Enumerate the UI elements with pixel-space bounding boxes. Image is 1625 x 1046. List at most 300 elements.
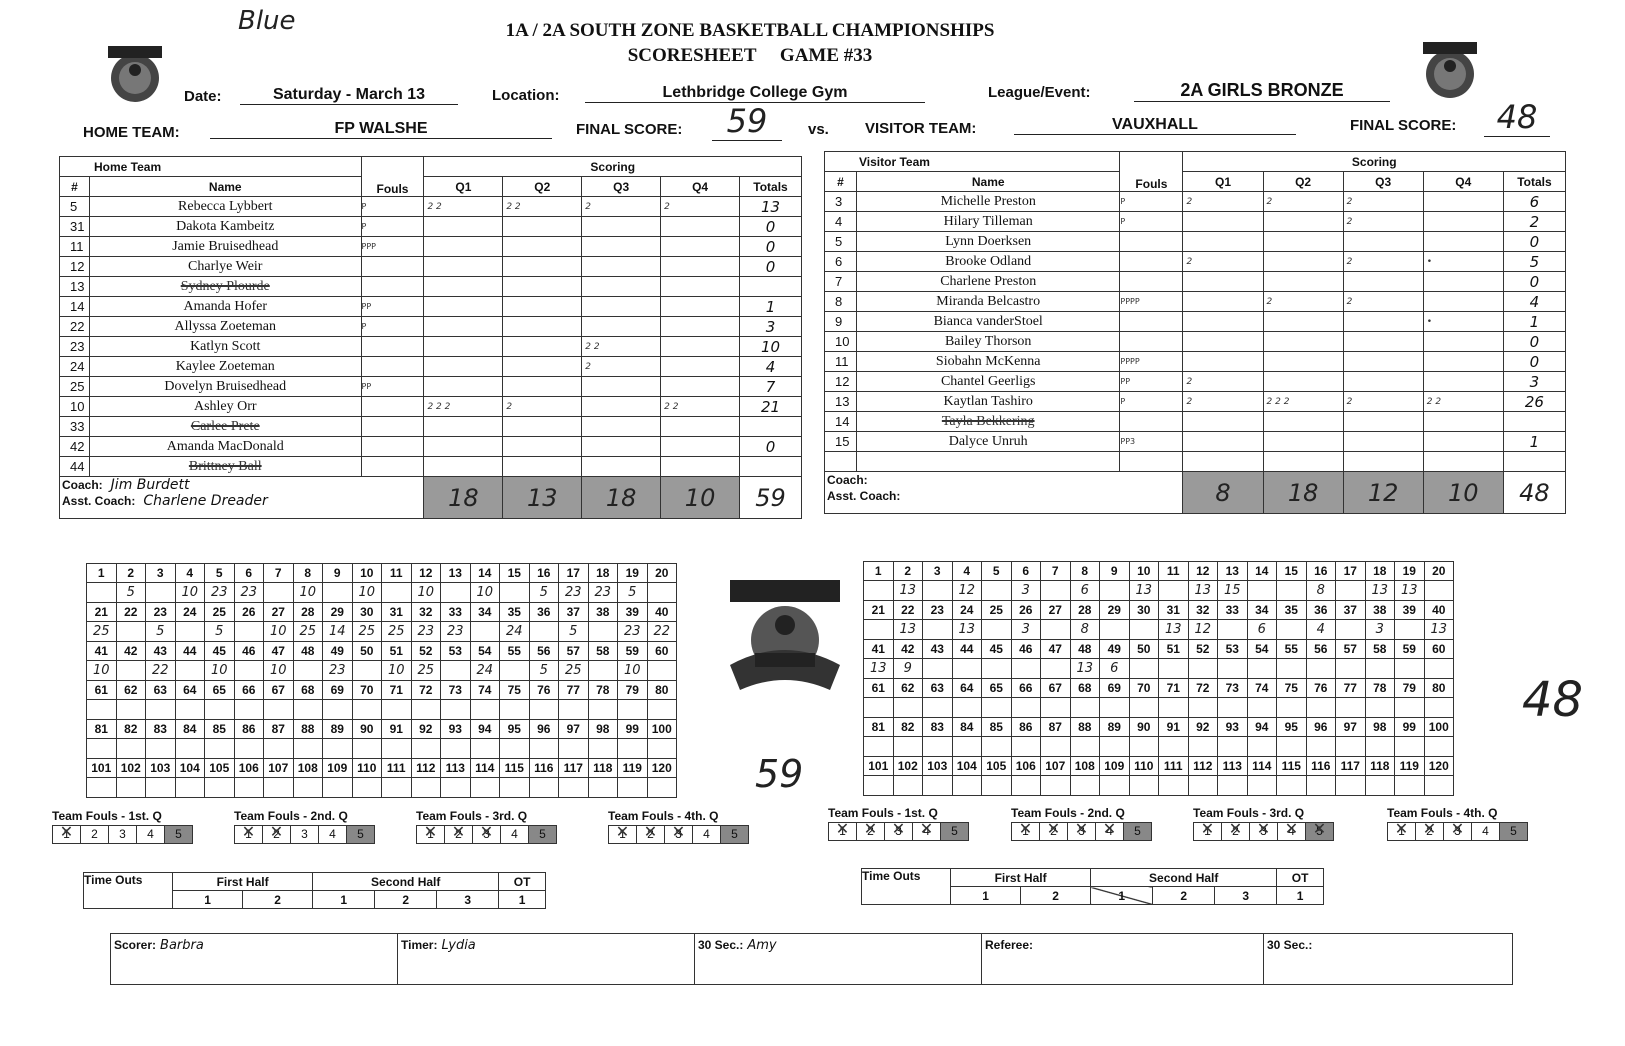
running-scorer-cell[interactable]: 10: [87, 661, 117, 681]
running-scorer-cell[interactable]: [293, 739, 323, 759]
player-q3-points[interactable]: [582, 377, 661, 397]
team-foul-box[interactable]: 4: [500, 825, 529, 844]
running-scorer-cell[interactable]: [116, 778, 146, 798]
player-q1-points[interactable]: [1183, 332, 1263, 352]
player-q2-points[interactable]: [503, 357, 582, 377]
player-q2-points[interactable]: [1263, 252, 1343, 272]
running-scorer-cell[interactable]: [1424, 776, 1454, 796]
running-scorer-cell[interactable]: [146, 739, 176, 759]
team-foul-box[interactable]: 5: [720, 825, 749, 844]
running-scorer-cell[interactable]: 23: [441, 622, 471, 642]
running-scorer-cell[interactable]: [352, 739, 382, 759]
running-scorer-cell[interactable]: [982, 620, 1012, 640]
player-fouls[interactable]: [361, 417, 424, 437]
home-to-3[interactable]: 1: [313, 891, 375, 909]
running-scorer-cell[interactable]: [1070, 776, 1100, 796]
running-scorer-cell[interactable]: [952, 737, 982, 757]
player-q4-points[interactable]: •: [1423, 312, 1503, 332]
running-scorer-cell[interactable]: [1395, 659, 1425, 679]
running-scorer-cell[interactable]: [234, 700, 264, 720]
timer-cell[interactable]: [398, 934, 695, 985]
player-fouls[interactable]: P: [1120, 212, 1183, 232]
player-q3-points[interactable]: [582, 277, 661, 297]
running-scorer-cell[interactable]: [264, 739, 294, 759]
player-q3-points[interactable]: [1343, 432, 1423, 452]
running-scorer-cell[interactable]: [1100, 737, 1130, 757]
running-scorer-cell[interactable]: [529, 778, 559, 798]
running-scorer-cell[interactable]: 6: [1100, 659, 1130, 679]
running-scorer-cell[interactable]: [618, 778, 648, 798]
player-q1-points[interactable]: [424, 317, 503, 337]
running-scorer-cell[interactable]: [559, 739, 589, 759]
running-scorer-cell[interactable]: [1336, 620, 1366, 640]
player-q2-points[interactable]: [1263, 232, 1343, 252]
running-scorer-cell[interactable]: 3: [1011, 581, 1041, 601]
team-foul-box[interactable]: 3 ✕: [1443, 822, 1472, 841]
player-q3-points[interactable]: [582, 457, 661, 477]
running-scorer-cell[interactable]: [588, 661, 618, 681]
running-scorer-cell[interactable]: 15: [1218, 581, 1248, 601]
team-foul-box[interactable]: 2 ✕: [262, 825, 291, 844]
running-scorer-cell[interactable]: 9: [893, 659, 923, 679]
running-scorer-cell[interactable]: [1100, 776, 1130, 796]
running-scorer-cell[interactable]: 10: [293, 583, 323, 603]
player-q3-points[interactable]: 2 2: [582, 337, 661, 357]
running-scorer-cell[interactable]: [1011, 659, 1041, 679]
team-foul-box[interactable]: 3 ✕: [884, 822, 913, 841]
player-q2-points[interactable]: 2 2: [503, 197, 582, 217]
running-scorer-cell[interactable]: [864, 776, 894, 796]
running-scorer-cell[interactable]: [1336, 581, 1366, 601]
running-scorer-cell[interactable]: 25: [352, 622, 382, 642]
running-scorer-cell[interactable]: [441, 583, 471, 603]
team-foul-box[interactable]: 2 ✕: [1221, 822, 1250, 841]
running-scorer-cell[interactable]: 23: [323, 661, 353, 681]
running-scorer-cell[interactable]: [1306, 737, 1336, 757]
player-q3-points[interactable]: 2: [582, 197, 661, 217]
running-scorer-cell[interactable]: [618, 700, 648, 720]
player-fouls[interactable]: [1120, 232, 1183, 252]
running-scorer-cell[interactable]: [1277, 737, 1307, 757]
running-scorer-cell[interactable]: [952, 698, 982, 718]
running-scorer-cell[interactable]: [1159, 581, 1189, 601]
player-fouls[interactable]: [1120, 332, 1183, 352]
player-q2-points[interactable]: [503, 417, 582, 437]
player-q2-points[interactable]: [1263, 352, 1343, 372]
player-fouls[interactable]: P: [1120, 192, 1183, 212]
player-q1-points[interactable]: 2 2: [424, 197, 503, 217]
running-scorer-cell[interactable]: 5: [529, 583, 559, 603]
running-scorer-cell[interactable]: [923, 659, 953, 679]
running-scorer-cell[interactable]: 13: [864, 659, 894, 679]
player-fouls[interactable]: [1120, 412, 1183, 432]
running-scorer-cell[interactable]: [1247, 737, 1277, 757]
team-foul-box[interactable]: 1 ✕: [1193, 822, 1222, 841]
running-scorer-cell[interactable]: [1306, 659, 1336, 679]
running-scorer-cell[interactable]: [1218, 659, 1248, 679]
running-scorer-cell[interactable]: [588, 622, 618, 642]
player-q3-points[interactable]: [582, 397, 661, 417]
running-scorer-cell[interactable]: [234, 622, 264, 642]
player-q1-points[interactable]: [1183, 352, 1263, 372]
running-scorer-cell[interactable]: [1218, 776, 1248, 796]
player-q4-points[interactable]: [1423, 272, 1503, 292]
player-q2-points[interactable]: 2: [1263, 292, 1343, 312]
running-scorer-cell[interactable]: [116, 700, 146, 720]
running-scorer-cell[interactable]: 23: [559, 583, 589, 603]
running-scorer-cell[interactable]: [1011, 776, 1041, 796]
player-fouls[interactable]: [361, 437, 424, 457]
running-scorer-cell[interactable]: 13: [1365, 581, 1395, 601]
team-foul-box[interactable]: 1 ✕: [608, 825, 637, 844]
running-scorer-cell[interactable]: 5: [559, 622, 589, 642]
player-q3-points[interactable]: [1343, 232, 1423, 252]
running-scorer-cell[interactable]: 8: [1070, 620, 1100, 640]
player-fouls[interactable]: [361, 357, 424, 377]
player-q3-points[interactable]: [1343, 412, 1423, 432]
running-scorer-cell[interactable]: [1336, 659, 1366, 679]
running-scorer-cell[interactable]: [205, 739, 235, 759]
player-q4-points[interactable]: [661, 457, 740, 477]
team-foul-box[interactable]: 5: [940, 822, 969, 841]
running-scorer-cell[interactable]: 23: [588, 583, 618, 603]
player-q4-points[interactable]: [661, 357, 740, 377]
player-q2-points[interactable]: [503, 337, 582, 357]
player-q4-points[interactable]: [661, 297, 740, 317]
player-fouls[interactable]: P: [361, 317, 424, 337]
player-q1-points[interactable]: 2: [1183, 372, 1263, 392]
running-scorer-cell[interactable]: 5: [205, 622, 235, 642]
running-scorer-cell[interactable]: [647, 778, 677, 798]
player-q2-points[interactable]: [1263, 212, 1343, 232]
player-fouls[interactable]: [361, 397, 424, 417]
running-scorer-cell[interactable]: [205, 700, 235, 720]
running-scorer-cell[interactable]: [1277, 659, 1307, 679]
running-scorer-cell[interactable]: [1395, 698, 1425, 718]
player-fouls[interactable]: PP: [1120, 372, 1183, 392]
player-fouls[interactable]: [1120, 452, 1183, 472]
player-q1-points[interactable]: [424, 297, 503, 317]
running-scorer-cell[interactable]: [1100, 620, 1130, 640]
running-scorer-cell[interactable]: [1218, 698, 1248, 718]
running-scorer-cell[interactable]: 8: [1306, 581, 1336, 601]
running-scorer-cell[interactable]: [1395, 737, 1425, 757]
running-scorer-cell[interactable]: 23: [205, 583, 235, 603]
player-q2-points[interactable]: [1263, 452, 1343, 472]
team-foul-box[interactable]: 5 ✕: [1305, 822, 1334, 841]
running-scorer-cell[interactable]: 10: [382, 661, 412, 681]
player-fouls[interactable]: [361, 457, 424, 477]
running-scorer-cell[interactable]: [1306, 698, 1336, 718]
player-q3-points[interactable]: 2: [1343, 392, 1423, 412]
player-q2-points[interactable]: [1263, 272, 1343, 292]
player-fouls[interactable]: [1120, 312, 1183, 332]
player-q1-points[interactable]: [424, 457, 503, 477]
running-scorer-cell[interactable]: [1247, 581, 1277, 601]
running-scorer-cell[interactable]: [146, 583, 176, 603]
running-scorer-cell[interactable]: [352, 700, 382, 720]
running-scorer-cell[interactable]: 5: [116, 583, 146, 603]
running-scorer-cell[interactable]: 6: [1247, 620, 1277, 640]
visitor-to-5[interactable]: 3: [1215, 887, 1277, 905]
running-scorer-cell[interactable]: [264, 700, 294, 720]
team-foul-box[interactable]: 3: [108, 825, 137, 844]
player-fouls[interactable]: PPPP: [1120, 292, 1183, 312]
team-foul-box[interactable]: 3: [290, 825, 319, 844]
player-q3-points[interactable]: [1343, 312, 1423, 332]
player-q3-points[interactable]: [1343, 332, 1423, 352]
player-fouls[interactable]: PP3: [1120, 432, 1183, 452]
team-foul-box[interactable]: 4 ✕: [912, 822, 941, 841]
player-q4-points[interactable]: [1423, 432, 1503, 452]
running-scorer-cell[interactable]: [923, 776, 953, 796]
running-scorer-cell[interactable]: [382, 583, 412, 603]
running-scorer-cell[interactable]: [1336, 698, 1366, 718]
team-foul-box[interactable]: 1 ✕: [828, 822, 857, 841]
running-scorer-cell[interactable]: 25: [293, 622, 323, 642]
running-scorer-cell[interactable]: [647, 700, 677, 720]
running-scorer-cell[interactable]: [893, 698, 923, 718]
team-foul-box[interactable]: 2 ✕: [444, 825, 473, 844]
team-foul-box[interactable]: 5: [1123, 822, 1152, 841]
player-q4-points[interactable]: •: [1423, 252, 1503, 272]
running-scorer-cell[interactable]: 10: [205, 661, 235, 681]
team-foul-box[interactable]: 2 ✕: [636, 825, 665, 844]
player-q2-points[interactable]: [503, 257, 582, 277]
running-scorer-cell[interactable]: 13: [893, 620, 923, 640]
running-scorer-cell[interactable]: [116, 661, 146, 681]
running-scorer-cell[interactable]: 10: [175, 583, 205, 603]
running-scorer-cell[interactable]: [87, 583, 117, 603]
running-scorer-cell[interactable]: [1218, 620, 1248, 640]
player-q1-points[interactable]: [1183, 412, 1263, 432]
running-scorer-cell[interactable]: [116, 739, 146, 759]
player-q3-points[interactable]: 2: [1343, 252, 1423, 272]
running-scorer-cell[interactable]: [588, 739, 618, 759]
player-fouls[interactable]: [361, 257, 424, 277]
running-scorer-cell[interactable]: 5: [146, 622, 176, 642]
player-q1-points[interactable]: [424, 357, 503, 377]
running-scorer-cell[interactable]: [1041, 620, 1071, 640]
running-scorer-cell[interactable]: [87, 778, 117, 798]
running-scorer-cell[interactable]: [1129, 620, 1159, 640]
running-scorer-cell[interactable]: [982, 659, 1012, 679]
team-foul-box[interactable]: 5: [528, 825, 557, 844]
visitor-to-4[interactable]: 2: [1153, 887, 1215, 905]
running-scorer-cell[interactable]: [864, 698, 894, 718]
running-scorer-cell[interactable]: 3: [1011, 620, 1041, 640]
player-fouls[interactable]: [361, 277, 424, 297]
player-q3-points[interactable]: [1343, 272, 1423, 292]
player-q1-points[interactable]: [1183, 432, 1263, 452]
player-q1-points[interactable]: [424, 237, 503, 257]
running-scorer-cell[interactable]: 4: [1306, 620, 1336, 640]
running-scorer-cell[interactable]: [352, 661, 382, 681]
running-scorer-cell[interactable]: [1365, 698, 1395, 718]
running-scorer-cell[interactable]: [893, 776, 923, 796]
player-q3-points[interactable]: [582, 217, 661, 237]
running-scorer-cell[interactable]: [1424, 659, 1454, 679]
player-q4-points[interactable]: [1423, 212, 1503, 232]
running-scorer-cell[interactable]: [952, 659, 982, 679]
running-scorer-cell[interactable]: 23: [618, 622, 648, 642]
running-scorer-cell[interactable]: 13: [1159, 620, 1189, 640]
team-foul-box[interactable]: 1 ✕: [1011, 822, 1040, 841]
player-q4-points[interactable]: [1423, 192, 1503, 212]
team-foul-box[interactable]: 1 ✕: [1387, 822, 1416, 841]
running-scorer-cell[interactable]: [87, 700, 117, 720]
scorer-cell[interactable]: [111, 934, 398, 985]
player-q3-points[interactable]: [1343, 372, 1423, 392]
running-scorer-cell[interactable]: [293, 778, 323, 798]
running-scorer-cell[interactable]: [1129, 737, 1159, 757]
running-scorer-cell[interactable]: [1336, 737, 1366, 757]
running-scorer-cell[interactable]: [1188, 698, 1218, 718]
running-scorer-cell[interactable]: [234, 661, 264, 681]
player-q3-points[interactable]: [582, 257, 661, 277]
running-scorer-cell[interactable]: [1247, 698, 1277, 718]
team-foul-box[interactable]: 3 ✕: [1067, 822, 1096, 841]
player-q4-points[interactable]: [661, 377, 740, 397]
running-scorer-cell[interactable]: [205, 778, 235, 798]
running-scorer-cell[interactable]: [1247, 659, 1277, 679]
running-scorer-cell[interactable]: 12: [952, 581, 982, 601]
running-scorer-cell[interactable]: [382, 778, 412, 798]
running-scorer-cell[interactable]: [923, 581, 953, 601]
running-scorer-cell[interactable]: [411, 739, 441, 759]
running-scorer-cell[interactable]: [1041, 776, 1071, 796]
running-scorer-cell[interactable]: [382, 739, 412, 759]
running-scorer-cell[interactable]: [1159, 698, 1189, 718]
running-scorer-cell[interactable]: [1218, 737, 1248, 757]
running-scorer-cell[interactable]: [382, 700, 412, 720]
shot-clock-cell[interactable]: [695, 934, 982, 985]
running-scorer-cell[interactable]: [923, 620, 953, 640]
running-scorer-cell[interactable]: [470, 700, 500, 720]
team-foul-box[interactable]: 3 ✕: [664, 825, 693, 844]
running-scorer-cell[interactable]: 25: [411, 661, 441, 681]
player-fouls[interactable]: PPPP: [1120, 352, 1183, 372]
running-scorer-cell[interactable]: [1129, 659, 1159, 679]
running-scorer-cell[interactable]: [923, 698, 953, 718]
running-scorer-cell[interactable]: [1011, 698, 1041, 718]
player-q1-points[interactable]: [424, 257, 503, 277]
player-q4-points[interactable]: [1423, 332, 1503, 352]
player-q1-points[interactable]: [424, 377, 503, 397]
player-q4-points[interactable]: [661, 317, 740, 337]
player-q2-points[interactable]: 2: [1263, 192, 1343, 212]
running-scorer-cell[interactable]: 13: [1424, 620, 1454, 640]
player-q1-points[interactable]: [1183, 212, 1263, 232]
running-scorer-cell[interactable]: [1365, 776, 1395, 796]
running-scorer-cell[interactable]: 10: [411, 583, 441, 603]
visitor-to-ot[interactable]: 1: [1277, 887, 1324, 905]
running-scorer-cell[interactable]: [441, 739, 471, 759]
running-scorer-cell[interactable]: [1129, 776, 1159, 796]
player-q4-points[interactable]: 2: [661, 197, 740, 217]
player-fouls[interactable]: P: [361, 217, 424, 237]
running-scorer-cell[interactable]: [470, 622, 500, 642]
running-scorer-cell[interactable]: 13: [893, 581, 923, 601]
running-scorer-cell[interactable]: [116, 622, 146, 642]
running-scorer-cell[interactable]: 10: [618, 661, 648, 681]
running-scorer-cell[interactable]: 23: [234, 583, 264, 603]
running-scorer-cell[interactable]: [1070, 737, 1100, 757]
running-scorer-cell[interactable]: [441, 700, 471, 720]
player-q2-points[interactable]: [503, 457, 582, 477]
running-scorer-cell[interactable]: [1424, 581, 1454, 601]
team-foul-box[interactable]: 5: [1499, 822, 1528, 841]
running-scorer-cell[interactable]: 24: [500, 622, 530, 642]
player-fouls[interactable]: [361, 337, 424, 357]
player-q4-points[interactable]: [1423, 352, 1503, 372]
player-fouls[interactable]: [1120, 272, 1183, 292]
player-q4-points[interactable]: [661, 217, 740, 237]
team-foul-box[interactable]: 1 ✕: [416, 825, 445, 844]
visitor-to-3[interactable]: 1: [1091, 887, 1153, 905]
player-q1-points[interactable]: [1183, 452, 1263, 472]
running-scorer-cell[interactable]: [500, 583, 530, 603]
player-q3-points[interactable]: [1343, 452, 1423, 472]
running-scorer-cell[interactable]: 22: [146, 661, 176, 681]
team-foul-box[interactable]: 5: [346, 825, 375, 844]
player-q3-points[interactable]: 2: [582, 357, 661, 377]
player-q4-points[interactable]: [1423, 232, 1503, 252]
player-q1-points[interactable]: 2 2 2: [424, 397, 503, 417]
running-scorer-cell[interactable]: [1188, 776, 1218, 796]
running-scorer-cell[interactable]: [500, 661, 530, 681]
running-scorer-cell[interactable]: [1277, 581, 1307, 601]
running-scorer-cell[interactable]: [588, 778, 618, 798]
team-foul-box[interactable]: 1 ✕: [234, 825, 263, 844]
team-foul-box[interactable]: 4: [318, 825, 347, 844]
running-scorer-cell[interactable]: [293, 700, 323, 720]
team-foul-box[interactable]: 2 ✕: [1039, 822, 1068, 841]
player-fouls[interactable]: P: [361, 197, 424, 217]
running-scorer-cell[interactable]: [529, 700, 559, 720]
shot-clock-2-cell[interactable]: [1264, 934, 1513, 985]
running-scorer-cell[interactable]: [1129, 698, 1159, 718]
player-q4-points[interactable]: [1423, 292, 1503, 312]
player-fouls[interactable]: PPP: [361, 237, 424, 257]
player-q1-points[interactable]: [1183, 312, 1263, 332]
running-scorer-cell[interactable]: [411, 778, 441, 798]
running-scorer-cell[interactable]: 10: [352, 583, 382, 603]
player-q2-points[interactable]: [1263, 372, 1343, 392]
player-q2-points[interactable]: [503, 277, 582, 297]
player-q1-points[interactable]: [1183, 292, 1263, 312]
running-scorer-cell[interactable]: [175, 700, 205, 720]
player-q3-points[interactable]: [1343, 352, 1423, 372]
player-q3-points[interactable]: 2: [1343, 212, 1423, 232]
running-scorer-cell[interactable]: [1041, 581, 1071, 601]
team-foul-box[interactable]: 4: [136, 825, 165, 844]
player-q3-points[interactable]: [582, 417, 661, 437]
player-q2-points[interactable]: [503, 297, 582, 317]
running-scorer-cell[interactable]: [352, 778, 382, 798]
home-to-1[interactable]: 1: [173, 891, 243, 909]
running-scorer-cell[interactable]: [264, 583, 294, 603]
running-scorer-cell[interactable]: [234, 778, 264, 798]
player-q1-points[interactable]: [1183, 272, 1263, 292]
running-scorer-cell[interactable]: [923, 737, 953, 757]
player-q1-points[interactable]: [424, 417, 503, 437]
running-scorer-cell[interactable]: 12: [1188, 620, 1218, 640]
player-q1-points[interactable]: [424, 277, 503, 297]
running-scorer-cell[interactable]: 24: [470, 661, 500, 681]
running-scorer-cell[interactable]: [864, 737, 894, 757]
running-scorer-cell[interactable]: [264, 778, 294, 798]
